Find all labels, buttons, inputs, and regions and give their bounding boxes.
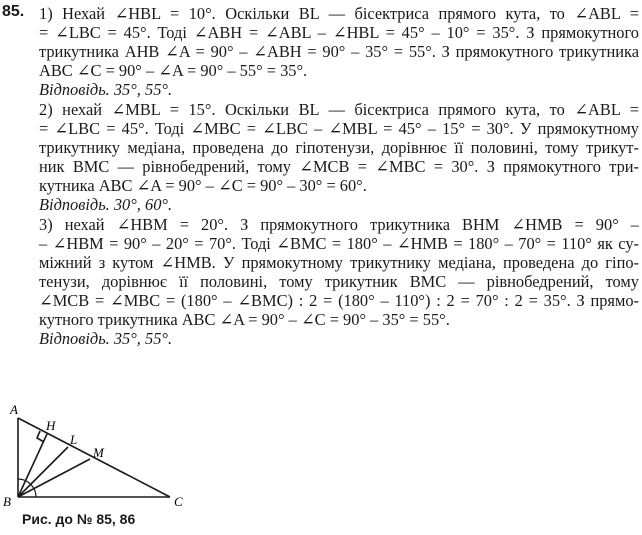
altitude-bh <box>18 434 47 497</box>
median-bm <box>18 459 90 497</box>
problem-number: 85. <box>2 3 25 20</box>
solution-line: = ∠LBC = 45°. Тоді ∠ABH = ∠ABL – ∠HBL = 45° – 10° = 35°. З прямокутного <box>39 23 639 42</box>
triangle-figure <box>0 400 200 510</box>
solution-line: ∠MCB = ∠MBC = (180° – ∠BMC) : 2 = (180° – 110°) : 2 = 70° : 2 = 35°. З прямо- <box>39 291 639 310</box>
label-b: B <box>3 494 11 509</box>
figure-caption: Рис. до № 85, 86 <box>22 511 136 527</box>
solution-line: 2) нехай ∠MBL = 15°. Оскільки BL — бісектриса прямого кута, то ∠ABL = <box>39 100 639 119</box>
label-l: L <box>70 432 78 447</box>
solution-line: кутного трикутника ABC ∠A = 90° – ∠C = 90° – 35° = 55°. <box>39 310 450 329</box>
answer-line: Відповідь. 30°, 60°. <box>39 195 173 214</box>
label-c: C <box>174 494 183 509</box>
solution-line: ABC ∠C = 90° – ∠A = 90° – 55° = 35°. <box>39 61 308 80</box>
solution-line: тенузи, дорівнює її половині, тому трикутник BMC — рівнобедрений, тому <box>39 272 639 291</box>
solution-line: кутника ABC ∠A = 90° – ∠C = 90° – 30° = 60°. <box>39 176 367 195</box>
label-m: M <box>93 445 104 460</box>
solution-line: ник BMC — рівнобедрений, тому ∠MCB = ∠MBC = 30°. З прямокутного три- <box>39 157 639 176</box>
right-angle-mark <box>37 431 44 442</box>
answer-line: Відповідь. 35°, 55°. <box>39 80 173 99</box>
label-h: H <box>46 418 56 433</box>
solution-line: 1) Нехай ∠HBL = 10°. Оскільки BL — бісектриса прямого кута, то ∠ABL = <box>39 4 639 23</box>
answer-line: Відповідь. 35°, 55°. <box>39 329 173 348</box>
label-a: A <box>10 402 18 417</box>
solution-line: – ∠HBM = 90° – 20° = 70°. Тоді ∠BMC = 180° – ∠HMB = 180° – 70° = 110° як су- <box>39 234 639 253</box>
bisector-bl <box>18 447 68 497</box>
solution-line: 3) нехай ∠HBM = 20°. З прямокутного трикутника BHM ∠HMB = 90° – <box>39 215 639 234</box>
solution-line: трикутника AHB ∠A = 90° – ∠ABH = 90° – 35° = 55°. З прямокутного трикутника <box>39 42 639 61</box>
solution-line: трикутнику медіана, проведена до гіпотенузи, дорівнює її половині, тому трикут- <box>39 138 639 157</box>
solution-line: = ∠LBC = 45°. Тоді ∠MBC = ∠LBC – ∠MBL = 45° – 15° = 30°. У прямокутному <box>39 119 639 138</box>
solution-line: міжний з кутом ∠HMB. У прямокутному трикутнику медіана, проведена до гіпо- <box>39 253 639 272</box>
